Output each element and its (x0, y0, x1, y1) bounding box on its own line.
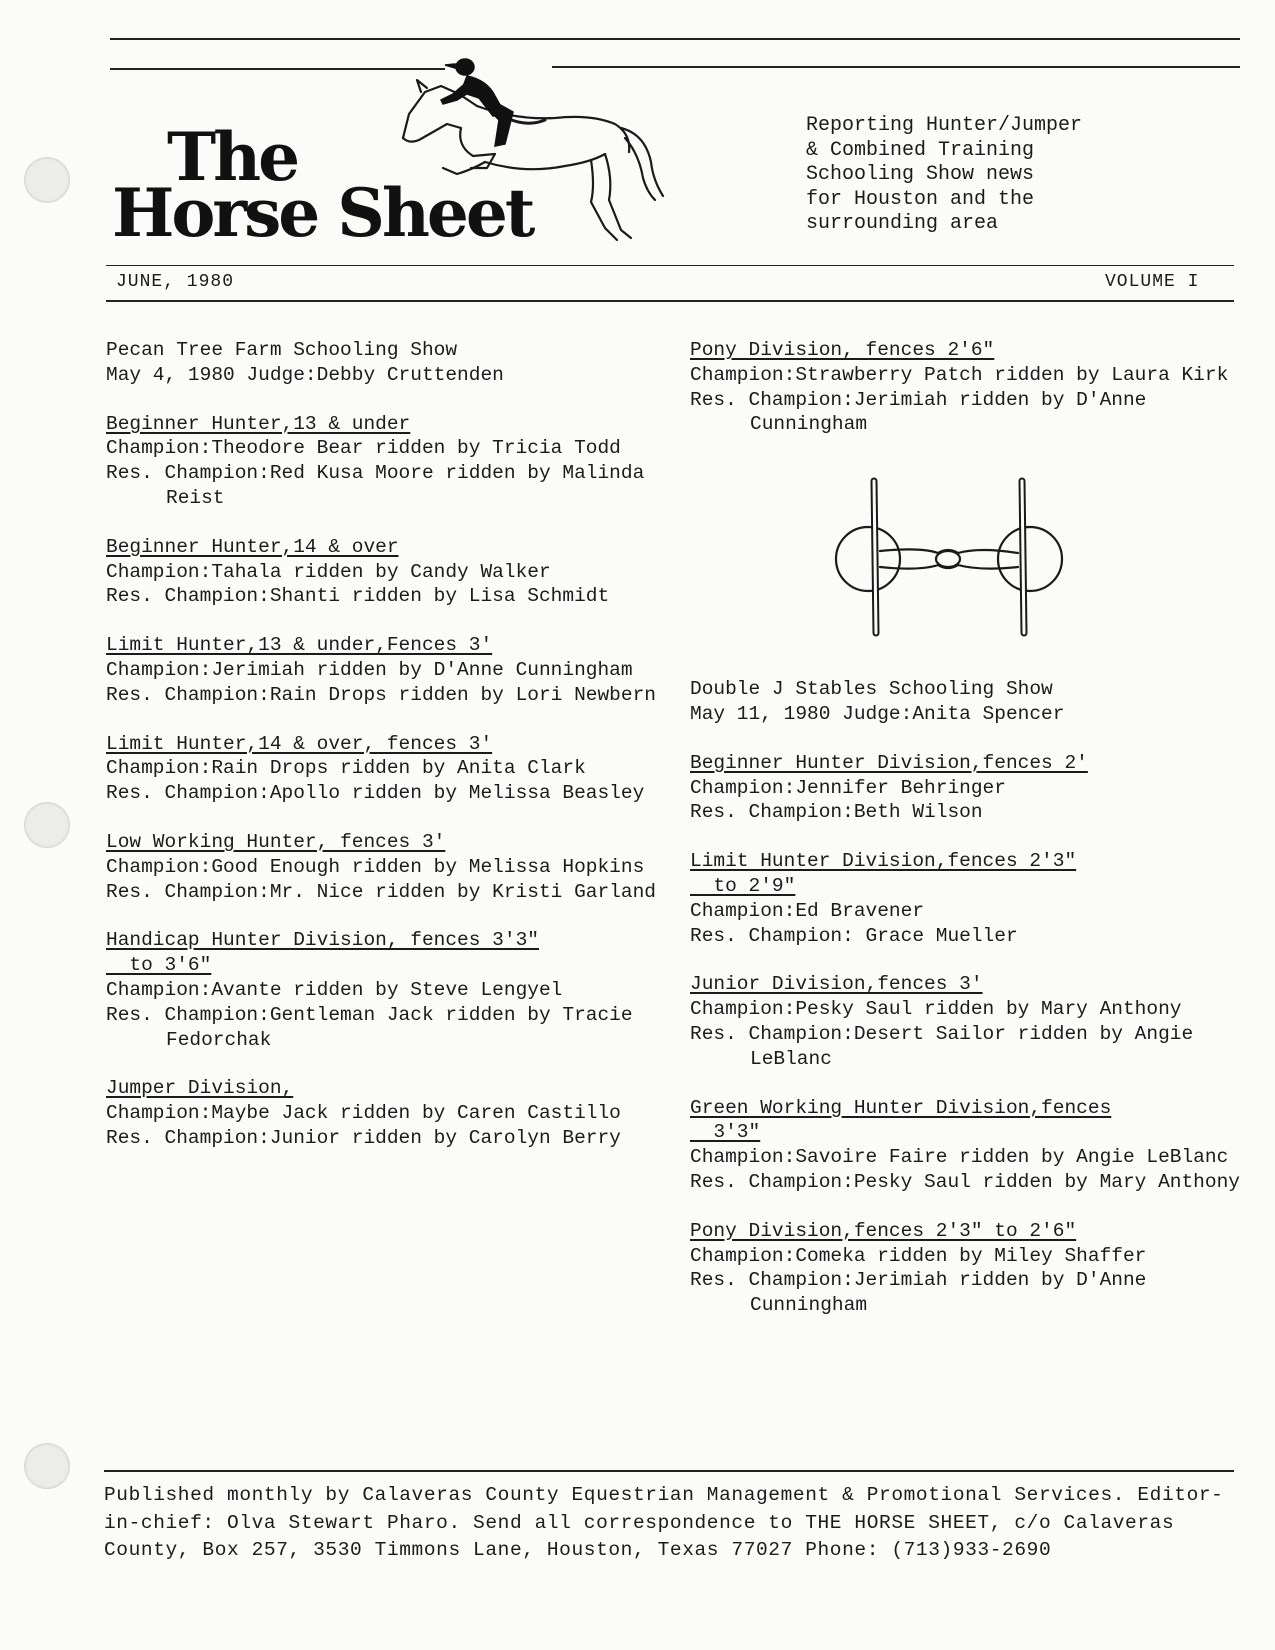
champion-line: Champion:Savoire Faire ridden by Angie LeBlanc (690, 1146, 1229, 1169)
champion-line: Champion:Rain Drops ridden by Anita Clark (106, 757, 586, 780)
reserve-line: Res. Champion:Junior ridden by Carolyn Berry (106, 1126, 621, 1149)
champion-line: Champion:Jennifer Behringer (690, 776, 1006, 799)
champion-line: Champion:Tahala ridden by Candy Walker (106, 560, 551, 583)
reserve-line: Res. Champion:Rain Drops ridden by Lori Newbern (106, 683, 656, 706)
volume-label: VOLUME I (1105, 272, 1200, 292)
division-block (106, 732, 666, 806)
punch-hole-middle (24, 802, 70, 848)
division-heading: Limit Hunter,13 & under,Fences 3' (106, 634, 493, 657)
champion-line: Champion:Comeka ridden by Miley Shaffer (690, 1244, 1147, 1267)
division-block (106, 1076, 666, 1150)
reserve-line: Res. Champion:Pesky Saul ridden by Mary Anthony (690, 1170, 1240, 1193)
division-block (690, 972, 1250, 1071)
tagline-line: for Houston and the (806, 187, 1035, 211)
title-line-2: Horse Sheet (112, 174, 533, 252)
date-rule-bottom (106, 300, 1234, 302)
champion-line: Champion:Theodore Bear ridden by Tricia Todd (106, 437, 621, 460)
division-block (690, 849, 1250, 948)
champion-line: Champion:Ed Bravener (690, 899, 925, 922)
division-block (690, 338, 1250, 437)
division-heading: Green Working Hunter Division,fences 3'3" (690, 1096, 1112, 1144)
division-block (106, 830, 666, 904)
champion-line: Champion:Avante ridden by Steve Lengyel (106, 978, 563, 1001)
champion-line: Champion:Jerimiah ridden by D'Anne Cunningham (106, 658, 633, 681)
title-line-1: The (167, 118, 298, 196)
punch-hole-bottom (24, 1443, 70, 1489)
reserve-line: Res. Champion:Beth Wilson (690, 801, 983, 824)
division-block (106, 633, 666, 707)
division-block (690, 751, 1250, 825)
tagline-line: Reporting Hunter/Jumper (806, 114, 1083, 137)
reserve-line: Res. Champion:Gentleman Jack ridden by Tracie Fedorchak (106, 1003, 633, 1051)
masthead-title (112, 118, 533, 252)
footer-rule (104, 1470, 1234, 1472)
show-name: Double J Stables Schooling Show (690, 678, 1053, 701)
top-rule (110, 38, 1240, 40)
division-heading: Beginner Hunter,13 & under (106, 412, 411, 435)
tagline-line: surrounding area (806, 212, 999, 235)
tagline (806, 114, 1082, 237)
reserve-line: Res. Champion:Apollo ridden by Melissa Beasley (106, 782, 645, 805)
snaffle-bit-icon (830, 477, 1070, 637)
division-block (106, 928, 666, 1052)
show-info: May 11, 1980 Judge:Anita Spencer (690, 702, 1065, 725)
division-heading: Beginner Hunter Division,fences 2' (690, 751, 1088, 774)
right-column (690, 338, 1250, 1318)
punch-hole-top (24, 157, 70, 203)
division-block (690, 1096, 1250, 1195)
division-heading: Junior Division,fences 3' (690, 973, 983, 996)
date-rule-top (106, 265, 1234, 266)
champion-line: Champion:Maybe Jack ridden by Caren Castillo (106, 1102, 621, 1125)
champion-line: Champion:Strawberry Patch ridden by Laura Kirk (690, 363, 1229, 386)
left-column (106, 338, 666, 1151)
reserve-line: Res. Champion:Jerimiah ridden by D'Anne Cunningham (690, 388, 1147, 436)
publisher-footer: Published monthly by Calaveras County Equestrian Management & Promotional Services. Editor-in-chief: Olva Stewart Pharo. Send all correspondence to THE HORSE SHEET, c/o Calaveras County, Box 257, 3530 Timmons Lane, Houston, Texas 77027 Phone: (713)933-2690 (104, 1484, 1224, 1561)
show-info: May 4, 1980 Judge:Debby Cruttenden (106, 363, 504, 386)
division-block (106, 535, 666, 609)
division-heading: Handicap Hunter Division, fences 3'3" to 3'6" (106, 929, 539, 977)
division-block (106, 412, 666, 511)
division-block (690, 1219, 1250, 1318)
reserve-line: Res. Champion:Desert Sailor ridden by Angie LeBlanc (690, 1022, 1194, 1070)
issue-date: JUNE, 1980 (116, 272, 235, 292)
division-heading: Beginner Hunter,14 & over (106, 535, 399, 558)
tagline-line: & Combined Training (806, 138, 1035, 162)
champion-line: Champion:Good Enough ridden by Melissa Hopkins (106, 855, 645, 878)
reserve-line: Res. Champion:Jerimiah ridden by D'Anne Cunningham (690, 1269, 1147, 1317)
reserve-line: Res. Champion: Grace Mueller (690, 924, 1018, 947)
division-heading: Pony Division,fences 2'3" to 2'6" (690, 1219, 1077, 1242)
division-heading: Limit Hunter Division,fences 2'3" to 2'9" (690, 850, 1077, 897)
tagline-line: Schooling Show news (806, 163, 1035, 186)
reserve-line: Res. Champion:Mr. Nice ridden by Kristi Garland (106, 880, 656, 903)
division-heading: Pony Division, fences 2'6" (690, 339, 995, 361)
division-heading: Limit Hunter,14 & over, fences 3' (106, 732, 493, 755)
division-heading: Jumper Division, (106, 1077, 294, 1100)
reserve-line: Res. Champion:Shanti ridden by Lisa Schmidt (106, 585, 610, 608)
reserve-line: Res. Champion:Red Kusa Moore ridden by Malinda Reist (106, 462, 645, 509)
show-name: Pecan Tree Farm Schooling Show (106, 339, 458, 361)
champion-line: Champion:Pesky Saul ridden by Mary Anthony (690, 998, 1182, 1021)
division-heading: Low Working Hunter, fences 3' (106, 830, 446, 853)
